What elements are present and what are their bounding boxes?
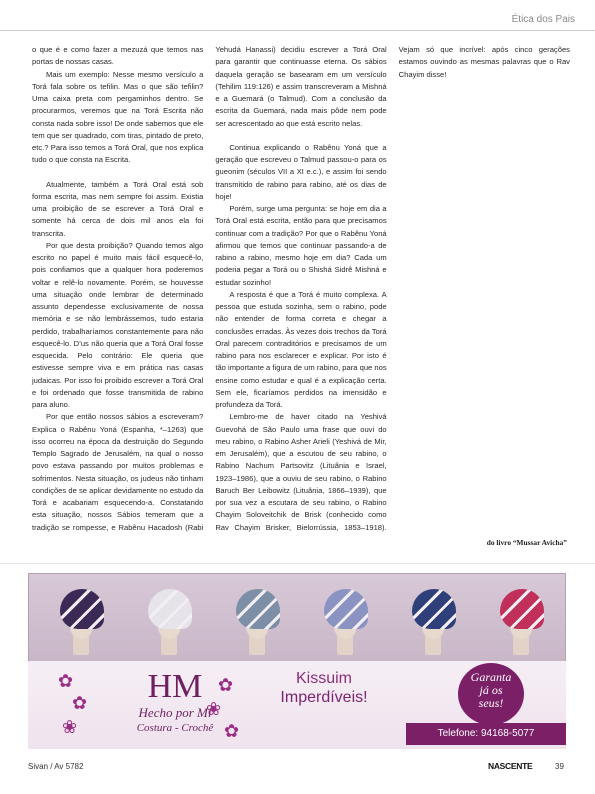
brand-logo [110, 669, 240, 735]
mannequin-head [60, 589, 104, 653]
headscarf [412, 589, 456, 629]
flower-icon: ❀ [62, 717, 78, 738]
magazine-logo: NASCENTE [488, 761, 533, 771]
article-body [32, 44, 570, 542]
article-paragraph: Continua explicando o Rabênu Yoná que a geração que escreveu o Talmud passou-o para os gueonim (séculos VII a XI e.c.), e assim foi sendo transmitido de rabino para rabino, até os dias de hoje! [215, 142, 387, 201]
flower-icon: ❀ [206, 699, 222, 720]
article-paragraph: A resposta é que a Torá é muito complexa. A pessoa que estuda sozinha, sem o rabino, pode não entender de forma correta e chegar a conclusões erradas. Às vezes dois trechos da Torá Oral parecem contraditórios e precisamos de um rabino para nos esclarecer e explicar. Por isto é tão importante a figura de um rabino, para que nos ensine como estudar e qual é a explicação certa. Sem ele, ficaríamos perdidos na imensidão e profundeza da Torá. [215, 289, 387, 409]
phone-number[interactable]: Telefone: 94168-5077 [406, 723, 566, 745]
advertisement[interactable] [28, 573, 566, 749]
brand-monogram: HM [147, 668, 203, 705]
headscarf [60, 589, 104, 629]
header-divider [0, 30, 595, 31]
issue-label: Sivan / Av 5782 [28, 762, 84, 771]
badge-line: já os [479, 683, 503, 697]
mannequin-head [500, 589, 544, 653]
mannequin-head [236, 589, 280, 653]
article-paragraph: Por que desta proibição? Quando temos algo escrito no papel é muito mais fácil esquecê-lo, pois confiamos que a qualquer hora poderemos voltar e relê-lo novamente. Porém, se houvesse uma situação onde lembrar de determinado assunto dependesse exclusivamente de nossa memória e se não lembrássemos, tudo estaria perdido, trabalharíamos constantemente para não esquecê-lo. D’us não queria que a Torá Oral fosse esquecida. Pelo contrário: Ele queria que estivesse sempre viva e em prática nas casas judaicas. Por isso foi proibido escrever a Torá Oral e foi ordenado que fosse transmitida de rabino para aluno. [32, 240, 204, 409]
page-number: 39 [555, 762, 564, 771]
headscarf [500, 589, 544, 629]
promo-line: Imperdíveis! [280, 689, 368, 706]
badge-line: Garanta [470, 670, 512, 684]
headscarf [148, 589, 192, 629]
headscarf [324, 589, 368, 629]
promo-headline [264, 669, 384, 707]
article-paragraph: Por que então nossos sábios a escreveram? Explica o Rabênu Yoná (Espanha, *–1263) que isso ocorreu na época da destruição do Segundo Templo Sagrado de Jerusalém, na qual o nosso povo estava passando por muitos problemas e sofrimentos. Nesta situação, os judeus não tinham condições de se aplicar devidamente no estudo da Torá e acabariam esquecendo-a. Constatando esta situação, nossos Sábios temeram que a tradição se rompesse, e Rabênu Hacadosh (Rabi Yehudá Hanassi) decidiu escrever a Torá Oral para garantir que continuasse eterna. Os sábios daquela geração se basearam em um versículo (Tehilim 119:126) e assim transcreveram a Mishná e a Guemará (o Talmud). Com a conclusão da escrita da Guemará, nada mais pôde nem pode ser acrescentado ao que está escrito nelas. [32, 45, 387, 532]
flower-icon: ✿ [218, 675, 234, 696]
badge-line: seus! [478, 696, 504, 710]
mannequin-head [148, 589, 192, 653]
mannequin-head [412, 589, 456, 653]
flower-icon: ✿ [72, 693, 88, 714]
article-paragraph: Mais um exemplo: Nesse mesmo versículo a Torá fala sobre os tefilin. Mas o que são tefilin? Uma caixa preta com pergaminhos dentro. Se procurarmos, veremos que na Torá Escrita não consta nada sobre isso! De onde sabemos que ele tem que ser quadrado, com tiras, pintado de preto, etc.? Para isso temos a Torá Oral, que nos explica tudo o que consta na Escrita. [32, 69, 204, 165]
mannequin-head [324, 589, 368, 653]
article-paragraph: Porém, surge uma pergunta: se hoje em dia a Torá Oral está escrita, então para que precisamos continuar com a tradição? Por que o Rabênu Yoná afirmou que temos que continuar passando-a de rabino a rabino, mesmo hoje em dia? Cada um poderia pegar a Torá ou o Shishá Sidrê Mishná e estudar sozinho! [215, 204, 387, 287]
article-paragraph: Atualmente, também a Torá Oral está sob forma escrita, mas nem sempre foi assim. Existia uma proibição de se escrever a Torá Oral e somente há cerca de dois mil anos ela foi transcrita. [32, 179, 204, 238]
call-to-action-badge[interactable] [458, 663, 524, 725]
ad-divider [0, 563, 595, 564]
brand-tagline: Costura - Crochê [136, 722, 214, 734]
article-paragraph: o que é e como fazer a mezuzá que temos nas portas de nossas casas. [32, 45, 204, 67]
section-title: Ética dos Pais [511, 14, 575, 25]
promo-line: Kissuim [295, 670, 352, 687]
headscarf [236, 589, 280, 629]
brand-name: Hecho por Mi [138, 705, 212, 720]
flower-icon: ✿ [58, 671, 74, 692]
flower-icon: ✿ [224, 721, 240, 742]
article-paragraph: Lembro-me de haver citado na Yeshivá Guevohá de São Paulo uma frase que ouvi do meu rabino, o Rabino Asher Arieli (Yeshivá de Mir, em Jerusalém), que a escutou de seu rabino, o Rabino Nachum Partsovitz (Lituânia e Israel, 1923–1986), que a ouviu de seu rabino, o Rabino Baruch Ber Leibowitz (Lituânia, 1866–1939), que por sua vez a escutara de seu rabino, o Rabino Chayim Soloveitchik de Brisk (conhecido como Rav Chayim Brisker, Bielorrússia, 1853–1918). Vejam só que incrível: após cinco gerações estamos ouvindo as mesmas palavras que o Rav Chayim disse! [215, 45, 570, 532]
article-source: do livro “Mussar Avicha” [486, 538, 567, 547]
